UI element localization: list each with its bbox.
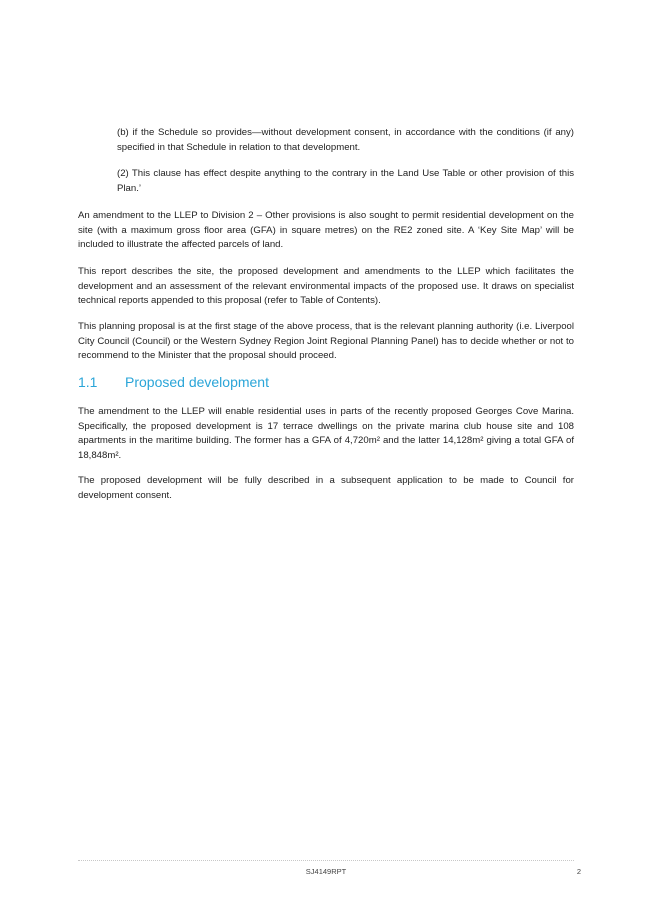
- planning-stage-paragraph: This planning proposal is at the first stage of the above process, that is the relevant planning authority (i.e. Liverpool City Council (Council) or the Western Sydney Region Joint Regional Planning Panel) has to decide whether or not to recommend to the Minister that the proposal should proceed.: [78, 321, 574, 362]
- section-heading: [78, 373, 269, 391]
- section-number: 1.1: [78, 374, 98, 390]
- footer-document-code: SJ4149RPT: [305, 867, 347, 876]
- development-consent-paragraph: The proposed development will be fully described in a subsequent application to be made to Council for development consent.: [78, 475, 574, 501]
- footer-divider: [78, 860, 574, 861]
- report-description-paragraph: This report describes the site, the proposed development and amendments to the LLEP which facilitates the development and an assessment of the relevant environmental impacts of the proposed use. It draws on specialist technical reports appended to this proposal (refer to Table of Contents).: [78, 266, 574, 307]
- proposed-development-paragraph: The amendment to the LLEP will enable residential uses in parts of the recently proposed Georges Cove Marina. Specifically, the proposed development is 17 terrace dwellings on the private marina club house site and 108 apartments in the maritime building. The former has a GFA of 4,720m² and the latter 14,128m² giving a total GFA of 18,848m².: [78, 406, 574, 461]
- section-title: Proposed development: [125, 374, 269, 390]
- clause-b-paragraph: (b) if the Schedule so provides—without development consent, in accordance with the conditions (if any) specified in that Schedule in relation to that development.: [117, 127, 574, 153]
- clause-2-paragraph: (2) This clause has effect despite anything to the contrary in the Land Use Table or other provision of this Plan.’: [117, 168, 574, 194]
- amendment-paragraph: An amendment to the LLEP to Division 2 – Other provisions is also sought to permit residential development on the site (with a maximum gross floor area (GFA) in square metres) on the RE2 zoned site. A ‘Key Site Map’ will be included to illustrate the affected parcels of land.: [78, 210, 574, 251]
- footer-page-number: 2: [576, 867, 581, 876]
